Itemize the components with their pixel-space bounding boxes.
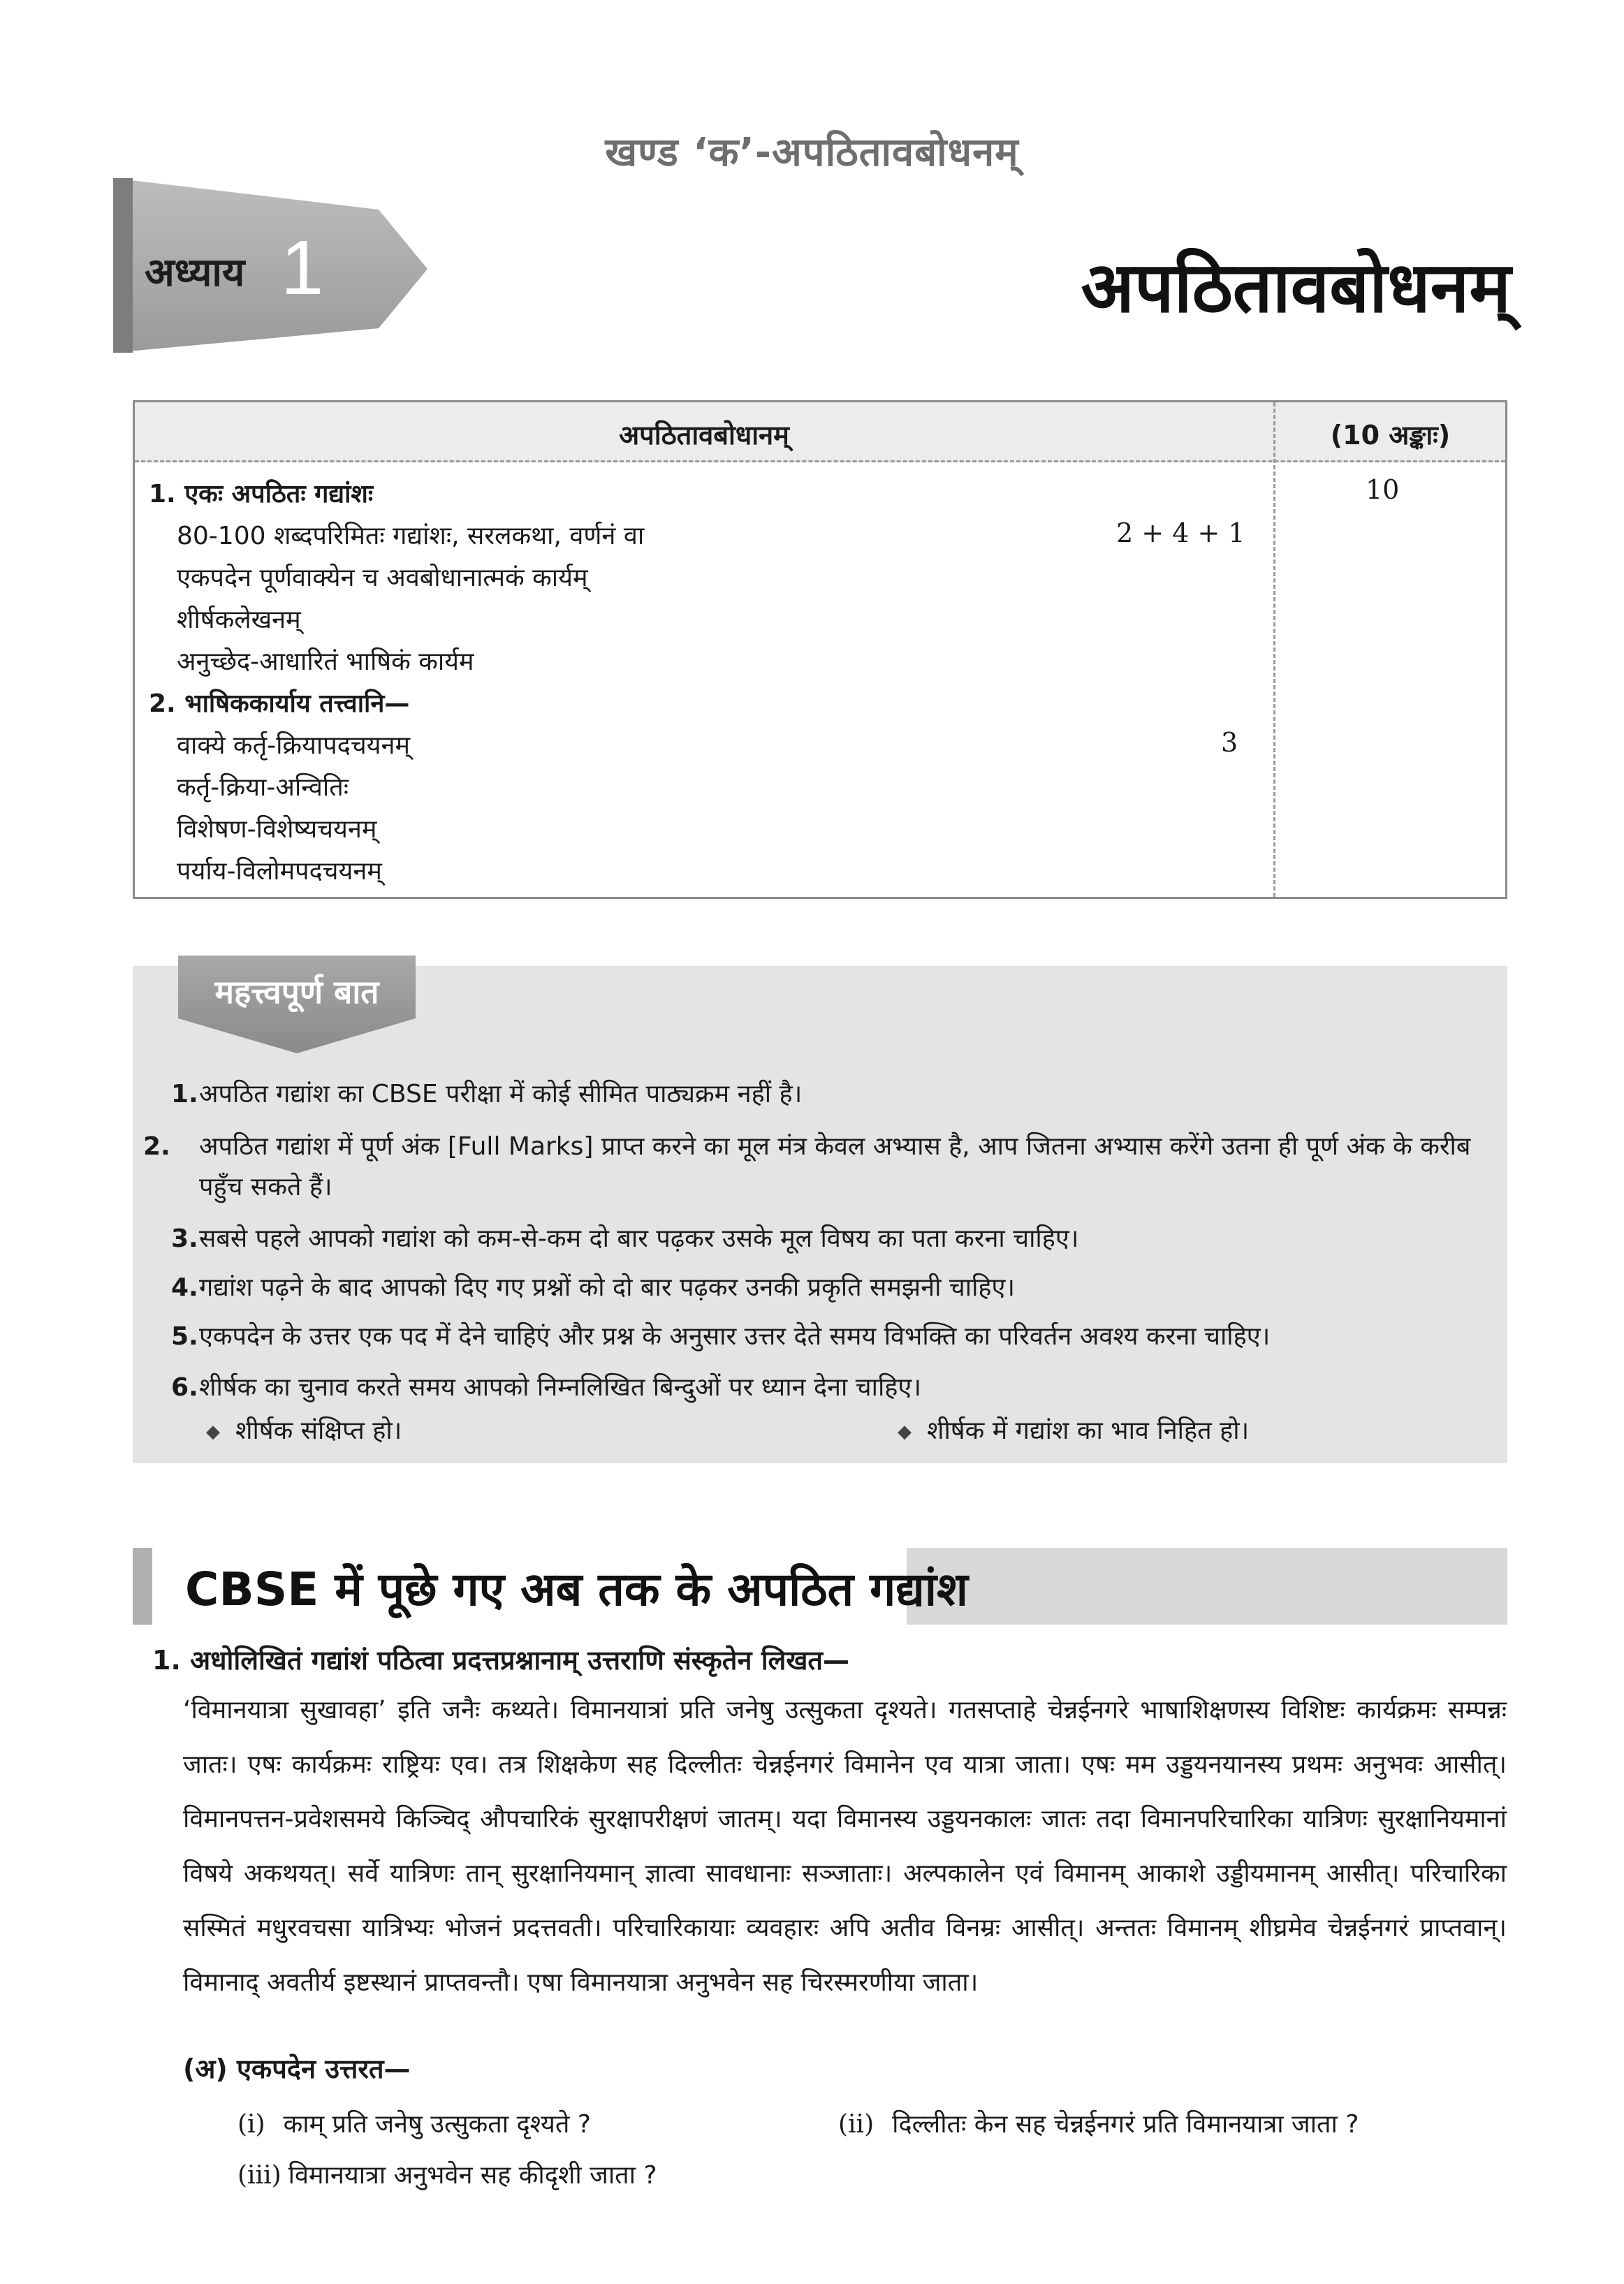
subquestion-number: (i) xyxy=(237,2110,265,2139)
syllabus-section2-score: 3 xyxy=(1221,727,1238,758)
important-item-number: 1. xyxy=(171,1080,198,1108)
syllabus-header-marks: (10 अङ्काः) xyxy=(1330,420,1451,451)
important-item-text: अपठित गद्यांश में पूर्ण अंक [Full Marks] प्राप्त करने का मूल मंत्र केवल अभ्यास है, आप जितना अभ्यास करेंगे उतना ही पूर्ण अंक के करीब पहुँच सकते हैं। xyxy=(199,1132,1471,1201)
syllabus-line: अनुच्छेद-आधारितं भाषिकं कार्यम xyxy=(177,647,474,676)
syllabus-line: विशेषण-विशेष्यचयनम् xyxy=(177,815,377,844)
important-item-number: 5. xyxy=(171,1322,198,1351)
subquestion-number: (iii) xyxy=(237,2161,281,2190)
important-item xyxy=(171,1268,1484,1308)
subquestion-text: दिल्लीतः केन सह चेन्नईनगरं प्रति विमानयात्रा जाता ? xyxy=(892,2110,1359,2139)
syllabus-line: शीर्षकलेखनम् xyxy=(177,606,301,634)
syllabus-section1-score: 2 + 4 + 1 xyxy=(1116,518,1245,548)
subquestion xyxy=(838,2106,1359,2140)
cbse-banner-title: CBSE में पूछे गए अब तक के अपठित गद्यांश xyxy=(185,1562,968,1616)
important-bullet xyxy=(206,1412,402,1447)
syllabus-header-title: अपठितावबोधानम् xyxy=(619,420,789,451)
important-item-text: अपठित गद्यांश का CBSE परीक्षा में कोई सीमित पाठ्यक्रम नहीं है। xyxy=(199,1080,803,1108)
chapter-tab-fold xyxy=(113,178,133,353)
important-item-number: 2. xyxy=(143,1132,170,1161)
important-bullet xyxy=(898,1412,1249,1447)
subquestion-text: विमानयात्रा अनुभवेन सह कीदृशी जाता ? xyxy=(288,2161,657,2190)
important-item-text: सबसे पहले आपको गद्यांश को कम-से-कम दो बार पढ़कर उसके मूल विषय का पता करना चाहिए। xyxy=(199,1224,1079,1253)
important-item-number: 6. xyxy=(171,1373,198,1402)
question-heading: 1. अधोलिखितं गद्यांशं पठित्वा प्रदत्तप्रश्नानाम् उत्तराणि संस्कृतेन लिखत— xyxy=(152,1645,850,1676)
diamond-bullet-icon: ◆ xyxy=(898,1421,912,1442)
section-header: खण्ड ‘क’-अपठितावबोधनम् xyxy=(605,130,1019,175)
syllabus-table-header xyxy=(135,402,1505,462)
syllabus-line: पर्याय-विलोमपदचयनम् xyxy=(177,857,382,886)
cbse-banner-bar xyxy=(133,1548,152,1625)
syllabus-line: एकपदेन पूर्णवाक्येन च अवबोधानात्मकं कार्यम् xyxy=(177,564,588,592)
important-item-number: 3. xyxy=(171,1224,198,1253)
subquestion xyxy=(237,2157,657,2191)
chapter-title: अपठितावबोधनम् xyxy=(1081,247,1511,328)
important-item xyxy=(171,1368,1484,1408)
diamond-bullet-icon: ◆ xyxy=(206,1421,220,1442)
important-item xyxy=(171,1317,1484,1357)
subquestion xyxy=(237,2106,591,2140)
chapter-tab xyxy=(113,178,427,353)
important-item xyxy=(171,1219,1484,1259)
subquestion-number: (ii) xyxy=(838,2110,875,2139)
important-item-number: 4. xyxy=(171,1273,198,1302)
chapter-word: अध्याय xyxy=(145,250,245,295)
important-item xyxy=(171,1074,1484,1115)
syllabus-line: कर्तृ-क्रिया-अन्वितिः xyxy=(177,773,349,802)
subquestion-heading: (अ) एकपदेन उत्तरत— xyxy=(183,2054,411,2084)
syllabus-section2-title: 2. भाषिककार्याय तत्त्वानि— xyxy=(149,689,410,718)
important-label: महत्त्वपूर्ण बात xyxy=(214,973,379,1011)
subquestion-text: काम् प्रति जनेषु उत्सुकता दृश्यते ? xyxy=(283,2110,591,2139)
chapter-number: 1 xyxy=(281,225,324,311)
important-item-text: शीर्षक का चुनाव करते समय आपको निम्नलिखित बिन्दुओं पर ध्यान देना चाहिए। xyxy=(199,1373,921,1402)
passage-text: ‘विमानयात्रा सुखावहा’ इति जनैः कथ्यते। विमानयात्रां प्रति जनेषु उत्सुकता दृश्यते। गतसप्ताहे चेन्नईनगरे भाषाशिक्षणस्य विशिष्टः कार्यक्रमः सम्पन्नः जातः। एषः कार्यक्रमः राष्ट्रियः एव। तत्र शिक्षकेण सह दिल्लीतः चेन्नईनगरं विमानेन एव यात्रा जाता। एषः मम उड्डयनयानस्य प्रथमः अनुभवः आसीत्। विमानपत्तन-प्रवेशसमये किञ्चिद् औपचारिकं सुरक्षापरीक्षणं जातम्। यदा विमानस्य उड्डयनकालः जातः तदा विमानपरिचारिका यात्रिणः सुरक्षानियमानां विषये अकथयत्। सर्वे यात्रिणः तान् सुरक्षानियमान् ज्ञात्वा सावधानाः सञ्जाताः। अल्पकालेन एवं विमानम् आकाशे उड्डीयमानम् आसीत्। परिचारिका सस्मितं मधुरवचसा यात्रिभ्यः भोजनं प्रदत्तवती। परिचारिकायाः व्यवहारः अपि अतीव विनम्रः आसीत्। अन्ततः विमानम् शीघ्रमेव चेन्नईनगरं प्राप्तवान्। विमानाद् अवतीर्य इष्टस्थानं प्राप्तवन्तौ। एषा विमानयात्रा अनुभवेन सह चिरस्मरणीया जाता। xyxy=(183,1696,1507,1997)
important-item xyxy=(143,1127,1484,1207)
syllabus-line: 80-100 शब्दपरिमितः गद्यांशः, सरलकथा, वर्णनं वा xyxy=(177,522,645,550)
syllabus-column-divider xyxy=(1273,402,1275,897)
important-item-text: गद्यांश पढ़ने के बाद आपको दिए गए प्रश्नों को दो बार पढ़कर उनकी प्रकृति समझनी चाहिए। xyxy=(199,1273,1016,1302)
important-bullet-text: शीर्षक संक्षिप्त हो। xyxy=(235,1416,402,1445)
syllabus-total-marks: 10 xyxy=(1366,474,1400,505)
important-bullet-text: शीर्षक में गद्यांश का भाव निहित हो। xyxy=(927,1416,1250,1445)
syllabus-section1-title: 1. एकः अपठितः गद्यांशः xyxy=(149,480,374,508)
important-item-text: एकपदेन के उत्तर एक पद में देने चाहिएं और प्रश्न के अनुसार उत्तर देते समय विभक्ति का परिवर्तन अवश्य करना चाहिए। xyxy=(199,1322,1271,1351)
syllabus-table xyxy=(133,400,1507,899)
syllabus-line: वाक्ये कर्तृ-क्रियापदचयनम् xyxy=(177,731,411,760)
